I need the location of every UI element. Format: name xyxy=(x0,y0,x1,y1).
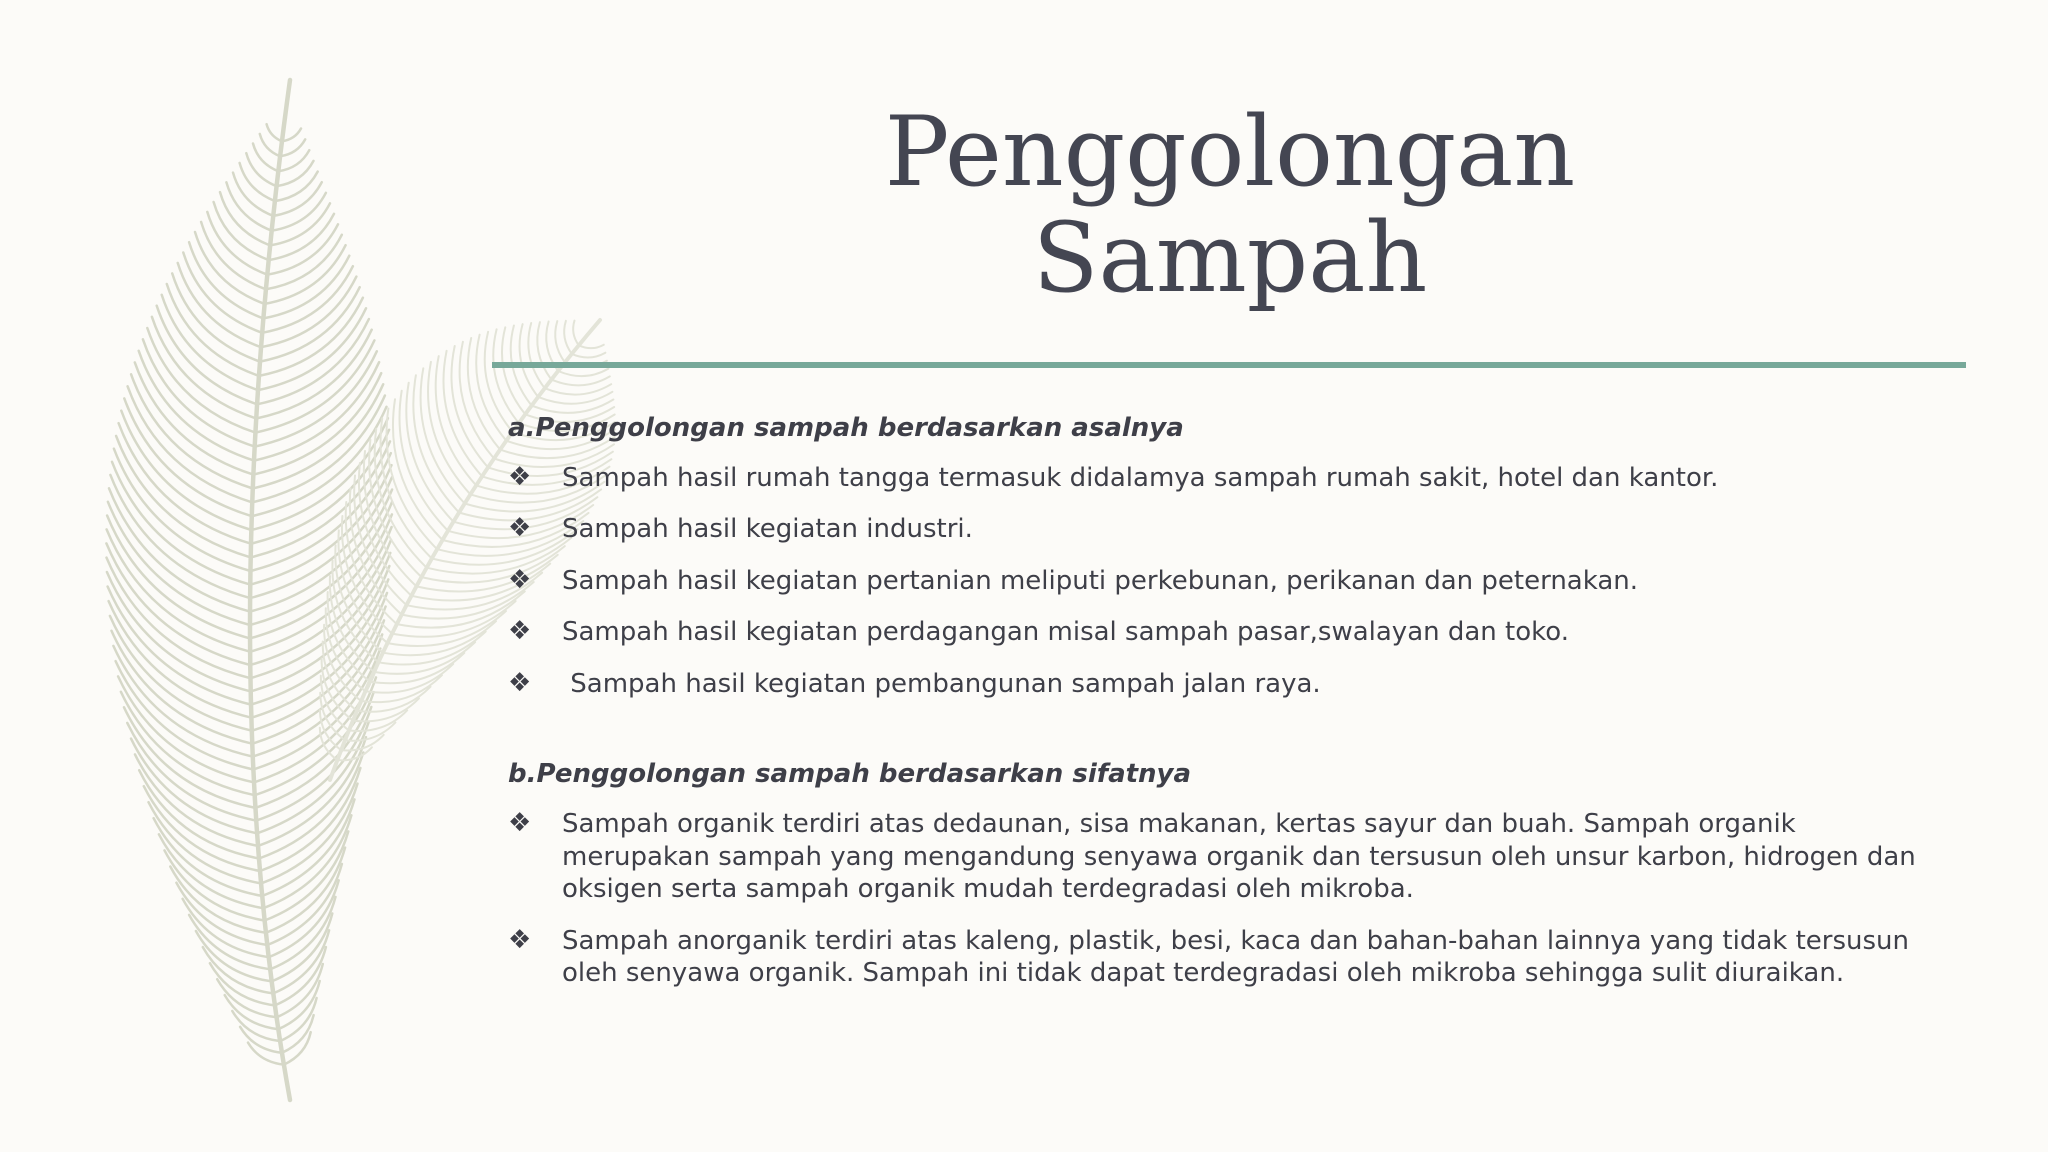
page-title: Penggolongan Sampah xyxy=(884,96,1576,314)
section-heading-origin: a.Penggolongan sampah berdasarkan asalnya xyxy=(508,413,1184,443)
list-item-text: Sampah organik terdiri atas dedaunan, sisa makanan, kertas sayur dan buah. Sampah organik merupakan sampah yang mengandung senyawa organik dan tersusun oleh unsur karbon, hidrogen dan oksigen serta sampah organik mudah terdegradasi oleh mikroba. xyxy=(562,809,1916,905)
four-diamond-bullet-icon: ❖ xyxy=(508,924,532,955)
title-divider xyxy=(492,362,1966,368)
list-item xyxy=(508,513,1948,546)
list-item-text: Sampah hasil kegiatan industri. xyxy=(562,514,973,545)
list-item-text: Sampah hasil kegiatan pertanian meliputi perkebunan, perikanan dan peternakan. xyxy=(562,565,1639,596)
list-item-text: Sampah hasil kegiatan pembangunan sampah jalan raya. xyxy=(562,668,1321,699)
four-diamond-bullet-icon: ❖ xyxy=(508,808,532,839)
section-heading-nature: b.Penggolongan sampah berdasarkan sifatnya xyxy=(508,759,1192,790)
bullet-list-nature xyxy=(508,808,1948,990)
list-item xyxy=(508,668,1948,701)
four-diamond-bullet-icon: ❖ xyxy=(508,513,532,544)
slide-content xyxy=(508,412,1948,1009)
list-item-text: Sampah hasil kegiatan perdagangan misal sampah pasar,swalayan dan toko. xyxy=(562,617,1569,648)
bullet-list-origin xyxy=(508,462,1948,701)
four-diamond-bullet-icon: ❖ xyxy=(508,461,532,492)
list-item xyxy=(508,462,1948,495)
list-item xyxy=(508,808,1948,906)
list-item xyxy=(508,565,1948,598)
section-nature xyxy=(508,758,1948,989)
four-diamond-bullet-icon: ❖ xyxy=(508,564,532,595)
four-diamond-bullet-icon: ❖ xyxy=(508,616,532,647)
section-origin xyxy=(508,412,1948,700)
list-item-text: Sampah anorganik terdiri atas kaleng, plastik, besi, kaca dan bahan-bahan lainnya yang tidak tersusun oleh senyawa organik. Sampah ini tidak dapat terdegradasi oleh mikroba sehingga sulit diuraikan. xyxy=(562,925,1909,989)
four-diamond-bullet-icon: ❖ xyxy=(508,667,532,698)
list-item xyxy=(508,925,1948,990)
list-item xyxy=(508,616,1948,649)
list-item-text: Sampah hasil rumah tangga termasuk didalamya sampah rumah sakit, hotel dan kantor. xyxy=(562,462,1719,493)
